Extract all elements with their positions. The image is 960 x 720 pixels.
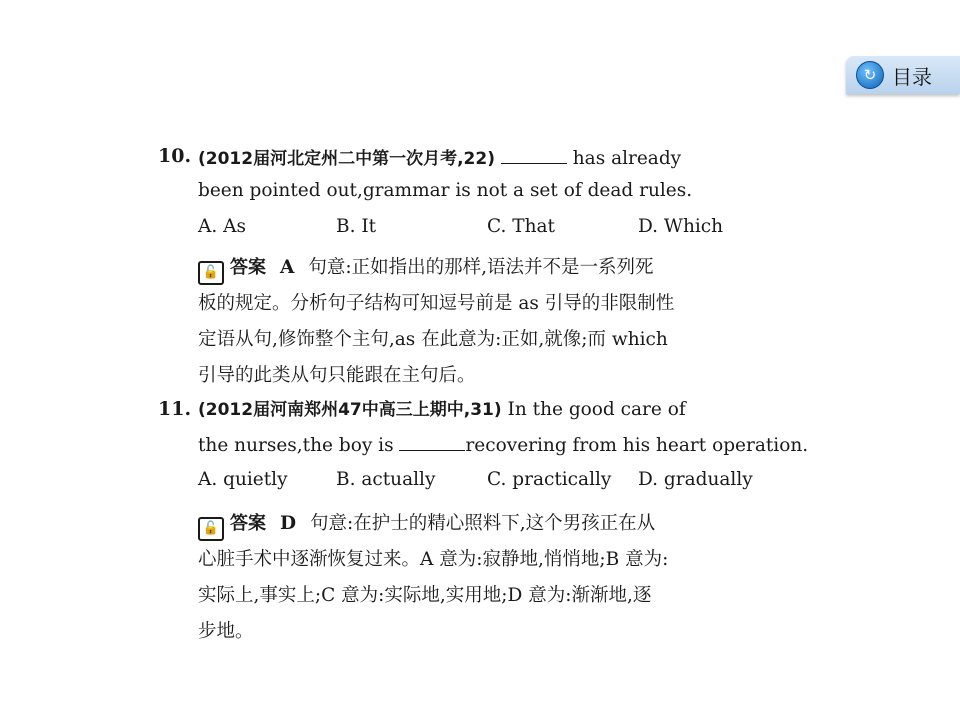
question-10-stem-line2: been pointed out,grammar is not a set of dead rules. [198,180,693,201]
question-10-stem-after-blank: has already [572,148,682,169]
question-11-explanation-line3: 实际上,事实上;C 意为:实际地,实用地;D 意为:渐渐地,逐 [198,585,652,606]
question-10-source: (2012届河北定州二中第一次月考,22) [198,149,495,169]
question-11-stem-line1-after: In the good care of [507,399,686,420]
question-11-source: (2012届河南郑州47中高三上期中,31) [198,400,502,420]
question-10-explanation-line2: 板的规定。分析句子结构可知逗号前是 as 引导的非限制性 [198,293,675,314]
question-11-stem-after-blank: recovering from his heart operation. [465,435,809,456]
toc-button[interactable] [846,56,960,94]
question-10-answer-line1 [198,256,798,285]
question-10-explanation-line4: 引导的此类从句只能跟在主句后。 [198,365,476,386]
answer-label: 答案 [230,513,266,534]
question-11-option-b: B. actually [336,469,436,490]
explanation-text: 句意:正如指出的那样,语法并不是一系列死 [308,257,654,278]
answer-blank [399,432,465,451]
refresh-circle-icon: ↻ [856,61,884,89]
unlock-icon: 🔓 [198,517,224,541]
question-11-stem-before-blank: the nurses,the boy is [198,435,394,456]
question-10-option-d: D. Which [638,216,724,237]
explanation-text: 句意:在护士的精心照料下,这个男孩正在从 [310,513,656,534]
answer-letter: A [280,257,295,278]
question-11-stem-line2 [198,432,809,458]
question-10-option-b: B. It [336,216,377,237]
question-11-number: 11. [158,398,192,420]
question-11-answer-line1 [198,512,798,541]
question-11-option-d: D. gradually [638,469,753,490]
question-11-stem-line1 [198,398,798,422]
toc-label: 目录 [892,64,932,89]
question-10-explanation-line3: 定语从句,修饰整个主句,as 在此意为:正如,就像;而 which [198,329,668,350]
question-10-number: 10. [158,145,192,167]
answer-blank [501,145,567,164]
question-11-explanation-line2: 心脏手术中逐渐恢复过来。A 意为:寂静地,悄悄地;B 意为: [198,549,669,570]
question-11-explanation-line4: 步地。 [198,621,254,642]
unlock-icon: 🔓 [198,261,224,285]
question-10-stem-line1 [198,145,798,171]
question-11-option-a: A. quietly [198,469,288,490]
answer-letter: D [280,513,297,534]
answer-label: 答案 [230,257,266,278]
question-11-option-c: C. practically [487,469,612,490]
question-10-option-a: A. As [198,216,246,237]
question-10-option-c: C. That [487,216,555,237]
